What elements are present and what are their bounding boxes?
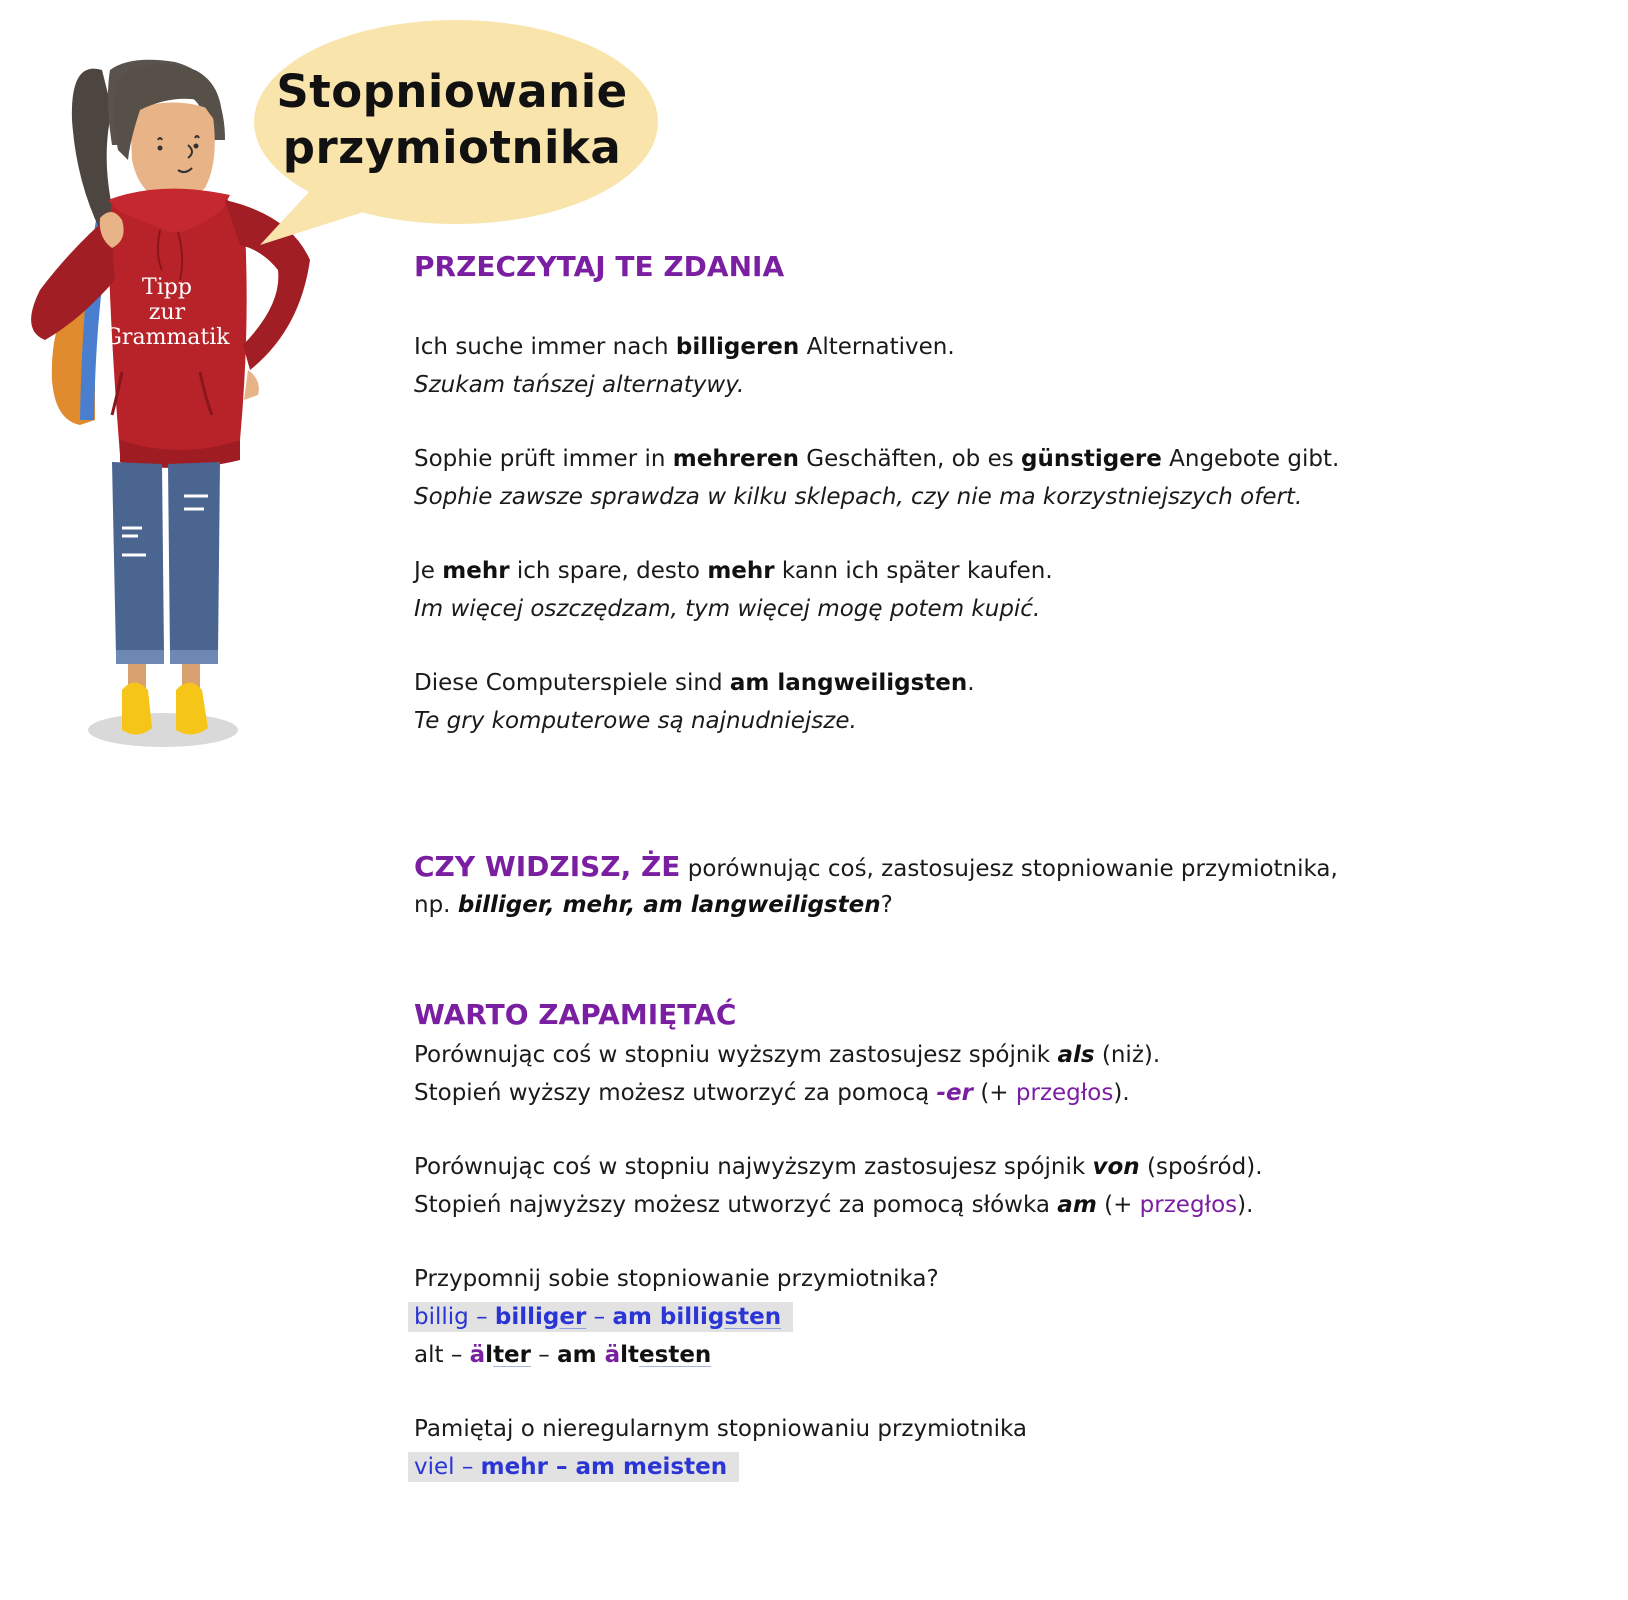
reminder-text: Przypomnij sobie stopniowanie przymiotnika?: [414, 1266, 939, 1292]
rule-superlative-form: Stopień najwyższy możesz utworzyć za pomocą słówka am (+ przegłos).: [414, 1192, 1254, 1218]
sentence-pl: Te gry komputerowe są najnudniejsze.: [414, 708, 857, 734]
sentence-de: Diese Computerspiele sind am langweiligsten.: [414, 670, 975, 696]
example-alt: alt – älter – am ältesten: [414, 1342, 712, 1368]
sentence-pl: Sophie zawsze sprawdza w kilku sklepach, czy nie ma korzystniejszych ofert.: [414, 484, 1303, 510]
section-heading-read: PRZECZYTAJ TE ZDANIA: [414, 250, 785, 283]
rule-comparative-conjunction: Porównując coś w stopniu wyższym zastosujesz spójnik als (niż).: [414, 1042, 1161, 1068]
sentence-pl: Im więcej oszczędzam, tym więcej mogę potem kupić.: [414, 596, 1041, 622]
sentence-de: Ich suche immer nach billigeren Alternativen.: [414, 334, 955, 360]
page-title: Stopniowanie przymiotnika: [276, 65, 628, 174]
umlaut-term: przegłos: [1015, 1080, 1114, 1106]
example-viel: viel – mehr – am meisten: [414, 1452, 739, 1482]
example-billig: billig – billiger – am billigsten: [414, 1302, 793, 1332]
sentence-pl: Szukam tańszej alternatywy.: [414, 372, 745, 398]
rule-superlative-conjunction: Porównując coś w stopniu najwyższym zastosujesz spójnik von (spośród).: [414, 1154, 1263, 1180]
sentence-de: Sophie prüft immer in mehreren Geschäften, ob es günstigere Angebote gibt.: [414, 446, 1340, 472]
irregular-label: Pamiętaj o nieregularnym stopniowaniu przymiotnika: [414, 1416, 1027, 1442]
did-you-notice: CZY WIDZISZ, ŻE porównując coś, zastosujesz stopniowanie przymiotnika,: [414, 850, 1338, 883]
section-heading-notice: CZY WIDZISZ, ŻE: [414, 850, 681, 883]
section-heading-remember: WARTO ZAPAMIĘTAĆ: [414, 998, 737, 1031]
umlaut-term: przegłos: [1139, 1192, 1238, 1218]
hoodie-text: Tipp zur Grammatik: [104, 275, 230, 350]
rule-comparative-form: Stopień wyższy możesz utworzyć za pomocą -er (+ przegłos).: [414, 1080, 1130, 1106]
did-you-notice-examples: np. billiger, mehr, am langweiligsten?: [414, 892, 893, 918]
sentence-de: Je mehr ich spare, desto mehr kann ich später kaufen.: [414, 558, 1053, 584]
